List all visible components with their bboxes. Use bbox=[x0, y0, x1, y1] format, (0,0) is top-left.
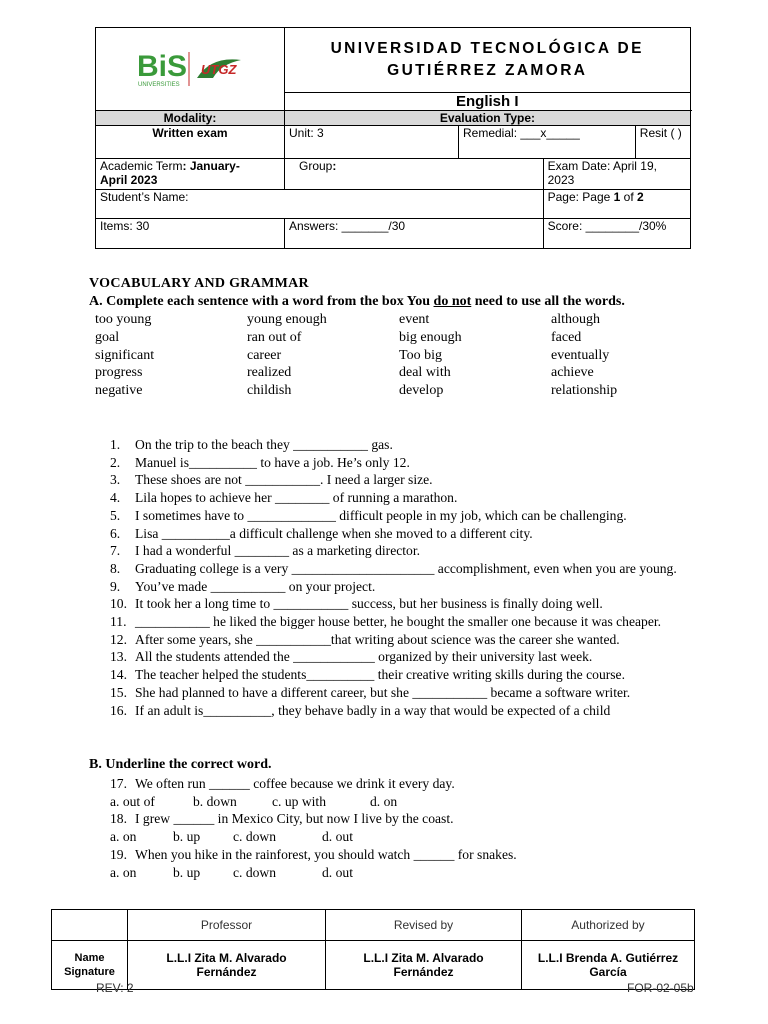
name-signature-label: Name Signature bbox=[52, 941, 128, 990]
question-item: 3. These shoes are not ___________. I need a larger size. bbox=[110, 472, 433, 488]
academic-term-field: Academic Term: January- April 2023 bbox=[96, 159, 285, 190]
question-item: 4. Lila hopes to achieve her ________ of running a marathon. bbox=[110, 490, 458, 506]
question-list bbox=[110, 436, 690, 719]
word-row bbox=[95, 312, 695, 330]
question-item: 5. I sometimes have to _____________ difficult people in my job, which can be challenging. bbox=[110, 507, 627, 523]
exam-date-field: Exam Date: April 19, 2023 bbox=[543, 159, 690, 190]
answer-options bbox=[110, 864, 690, 882]
university-name-line2: GUTIÉRREZ ZAMORA bbox=[387, 62, 588, 79]
word-box bbox=[95, 312, 695, 401]
word: achieve bbox=[551, 365, 594, 381]
unit-field: Unit: 3 bbox=[285, 126, 459, 159]
university-name-line1: UNIVERSIDAD TECNOLÓGICA DE bbox=[330, 40, 644, 57]
question-item: 6. Lisa __________a difficult challenge when she moved to a different city. bbox=[110, 525, 533, 541]
question-item: 13. All the students attended the ____________ organized by their university last week. bbox=[110, 649, 593, 665]
word: goal bbox=[95, 329, 120, 345]
question-item: 8. Graduating college is a very _____________________ accomplishment, even when you are young. bbox=[110, 560, 677, 576]
professor-label: Professor bbox=[128, 910, 326, 941]
word: although bbox=[551, 312, 600, 327]
university-name-cell bbox=[285, 28, 691, 93]
university-logos bbox=[131, 38, 249, 98]
word: ran out of bbox=[247, 329, 302, 345]
option[interactable]: b. down bbox=[193, 793, 237, 809]
option[interactable]: a. on bbox=[110, 829, 137, 845]
course-title: English I bbox=[285, 93, 691, 111]
bis-logo-sub: UNIVERSITIES bbox=[138, 81, 180, 88]
question-item: 17. We often run ______ coffee because we drink it every day. bbox=[110, 776, 455, 791]
word-row bbox=[95, 330, 695, 348]
question-item: 11. ___________ he liked the bigger house better, he bought the smaller one because it was cheaper. bbox=[110, 614, 662, 630]
option[interactable]: d. out bbox=[322, 829, 353, 845]
word-row bbox=[95, 348, 695, 366]
question-item: 18. I grew ______ in Mexico City, but now I live by the coast. bbox=[110, 811, 454, 827]
option[interactable]: b. up bbox=[173, 864, 201, 880]
form-code: FOR-02-05b bbox=[627, 981, 694, 995]
word: young enough bbox=[247, 312, 327, 327]
option[interactable]: d. on bbox=[370, 793, 398, 809]
remedial-field: Remedial: ___x_____ bbox=[459, 126, 636, 159]
answer-options bbox=[110, 793, 690, 811]
word: negative bbox=[95, 383, 143, 399]
option[interactable]: d. out bbox=[322, 864, 353, 880]
question-item: 9. You’ve made ___________ on your project. bbox=[110, 578, 376, 594]
revised-name: L.L.I Zita M. Alvarado Fernández bbox=[326, 941, 522, 990]
student-name-field: Student’s Name: bbox=[96, 190, 544, 219]
modality-value: Written exam bbox=[96, 126, 285, 159]
section-b-items bbox=[110, 775, 690, 881]
word: realized bbox=[247, 365, 292, 381]
option[interactable]: c. down bbox=[233, 829, 277, 845]
word: Too big bbox=[399, 347, 442, 363]
answer-options bbox=[110, 828, 690, 846]
section-title: VOCABULARY AND GRAMMAR bbox=[89, 276, 309, 291]
word: relationship bbox=[551, 383, 618, 399]
question-item: 10. It took her a long time to ___________ success, but her business is finally doing well. bbox=[110, 596, 603, 612]
group-field: Group: bbox=[285, 159, 544, 190]
score-field: Score: ________/30% bbox=[543, 219, 690, 249]
word: career bbox=[247, 347, 282, 363]
professor-name: L.L.I Zita M. Alvarado Fernández bbox=[128, 941, 326, 990]
revision-label: REV: 2 bbox=[96, 981, 134, 995]
word: deal with bbox=[399, 365, 451, 381]
question-item: 7. I had a wonderful ________ as a marketing director. bbox=[110, 543, 421, 559]
logo-cell bbox=[96, 28, 285, 111]
word: significant bbox=[95, 347, 155, 363]
modality-label: Modality: bbox=[96, 111, 285, 126]
option[interactable]: c. down bbox=[233, 864, 277, 880]
option[interactable]: a. out of bbox=[110, 793, 155, 809]
authorized-label: Authorized by bbox=[522, 910, 695, 941]
authorized-name: L.L.I Brenda A. Gutiérrez García bbox=[522, 941, 695, 990]
word: too young bbox=[95, 312, 152, 327]
option[interactable]: a. on bbox=[110, 864, 137, 880]
word-row bbox=[95, 365, 695, 383]
word: big enough bbox=[399, 329, 462, 345]
section-a-instruction: A. Complete each sentence with a word from the box You do not need to use all the words. bbox=[89, 294, 625, 309]
exam-header-table bbox=[95, 27, 691, 249]
section-b-title: B. Underline the correct word. bbox=[89, 757, 272, 772]
resit-field: Resit ( ) bbox=[635, 126, 690, 159]
utgz-logo: UTGZ bbox=[201, 61, 237, 77]
word-row bbox=[95, 383, 695, 401]
question-item: 19. When you hike in the rainforest, you should watch ______ for snakes. bbox=[110, 846, 517, 862]
bis-logo: BiS bbox=[137, 49, 188, 83]
option[interactable]: b. up bbox=[173, 829, 201, 845]
question-item: 1. On the trip to the beach they ___________ gas. bbox=[110, 437, 393, 452]
word: event bbox=[399, 312, 430, 327]
signature-table bbox=[51, 909, 695, 990]
question-item: 14. The teacher helped the students__________ their creative writing skills during the course. bbox=[110, 667, 625, 683]
question-item: 12. After some years, she ___________that writing about science was the career she wanted. bbox=[110, 631, 620, 647]
answers-field: Answers: _______/30 bbox=[285, 219, 544, 249]
page-field: Page: Page 1 of 2 bbox=[543, 190, 690, 219]
option[interactable]: c. up with bbox=[272, 793, 326, 809]
word: progress bbox=[95, 365, 143, 381]
revised-label: Revised by bbox=[326, 910, 522, 941]
word: eventually bbox=[551, 347, 610, 363]
question-item: 2. Manuel is__________ to have a job. He’s only 12. bbox=[110, 454, 410, 470]
question-item: 15. She had planned to have a different career, but she ___________ became a software writer. bbox=[110, 684, 631, 700]
word: develop bbox=[399, 383, 444, 399]
word: faced bbox=[551, 329, 582, 345]
question-item: 16. If an adult is__________, they behave badly in a way that would be expected of a child bbox=[110, 702, 611, 718]
word: childish bbox=[247, 383, 292, 399]
evaluation-type-label: Evaluation Type: bbox=[285, 111, 691, 126]
items-field: Items: 30 bbox=[96, 219, 285, 249]
